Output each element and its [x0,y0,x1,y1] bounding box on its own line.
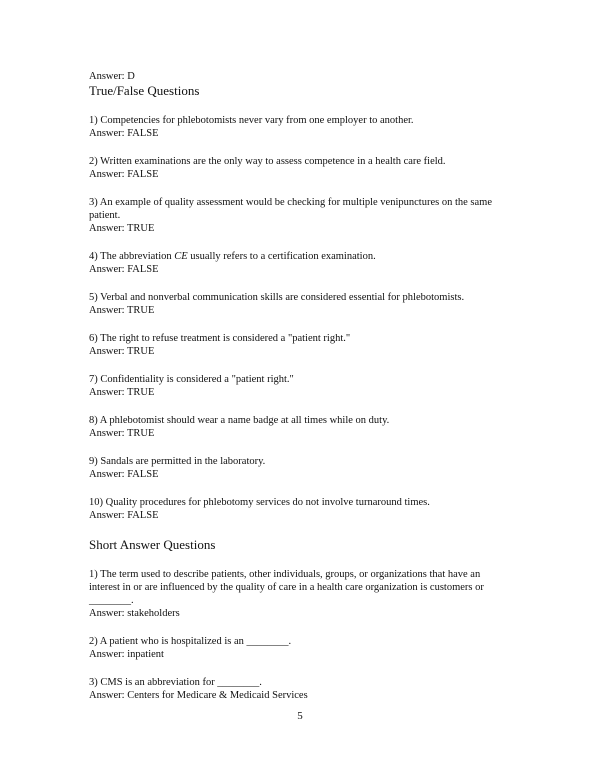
page-number: 5 [297,710,303,722]
question-text-part: usually refers to a certification examination. [187,251,376,262]
tf-question-4 [89,250,529,276]
answer-text: Answer: TRUE [89,387,155,398]
answer-text: Answer: FALSE [89,469,159,480]
tf-question-1 [89,114,529,140]
sa-question-2 [89,635,529,661]
answer-text: Answer: TRUE [89,346,155,357]
question-text: 8) A phlebotomist should wear a name badge at all times while on duty. [89,415,390,426]
answer-text: Answer: stakeholders [89,608,180,619]
question-text: 6) The right to refuse treatment is considered a "patient right." [89,333,351,344]
question-text-part: 4) The abbreviation [89,251,175,262]
short-answer-heading: Short Answer Questions [89,537,216,552]
question-text: 7) Confidentiality is considered a "patient right." [89,374,294,385]
answer-text: Answer: Centers for Medicare & Medicaid Services [89,690,308,701]
question-text: 5) Verbal and nonverbal communication skills are considered essential for phlebotomists. [89,292,465,303]
question-text: 3) CMS is an abbreviation for ________. [89,677,262,688]
answer-text: Answer: TRUE [89,305,155,316]
sa-question-3 [89,676,529,702]
answer-text: Answer: TRUE [89,223,155,234]
answer-text: Answer: FALSE [89,169,159,180]
answer-text: Answer: FALSE [89,264,159,275]
tf-question-9 [89,455,529,481]
question-text: 1) The term used to describe patients, other individuals, groups, or organizations that have an [89,569,481,580]
true-false-heading: True/False Questions [89,83,200,98]
question-text-cont: interest in or are influenced by the quality of care in a health care organization is customers or [89,582,484,593]
tf-question-3 [89,196,529,235]
question-abbreviation: CE [174,251,188,262]
answer-text: Answer: FALSE [89,510,159,521]
question-text: 2) A patient who is hospitalized is an ________. [89,636,292,647]
tf-question-5 [89,291,529,317]
tf-question-6 [89,332,529,358]
question-text [89,250,529,263]
question-text: 10) Quality procedures for phlebotomy services do not involve turnaround times. [89,497,430,508]
answer-text: Answer: inpatient [89,649,164,660]
question-text: 9) Sandals are permitted in the laboratory. [89,456,266,467]
question-text-blank: ________. [89,595,134,606]
answer-text: Answer: FALSE [89,128,159,139]
tf-question-2 [89,155,529,181]
question-text: 1) Competencies for phlebotomists never vary from one employer to another. [89,115,414,126]
tf-question-10 [89,496,529,522]
tf-question-8 [89,414,529,440]
document-page [89,70,529,702]
previous-answer: Answer: D [89,71,135,82]
question-text: 2) Written examinations are the only way to assess competence in a health care field. [89,156,446,167]
question-text-cont: patient. [89,210,121,221]
question-text: 3) An example of quality assessment would be checking for multiple venipunctures on the same [89,197,492,208]
tf-question-7 [89,373,529,399]
sa-question-1 [89,568,529,620]
answer-text: Answer: TRUE [89,428,155,439]
